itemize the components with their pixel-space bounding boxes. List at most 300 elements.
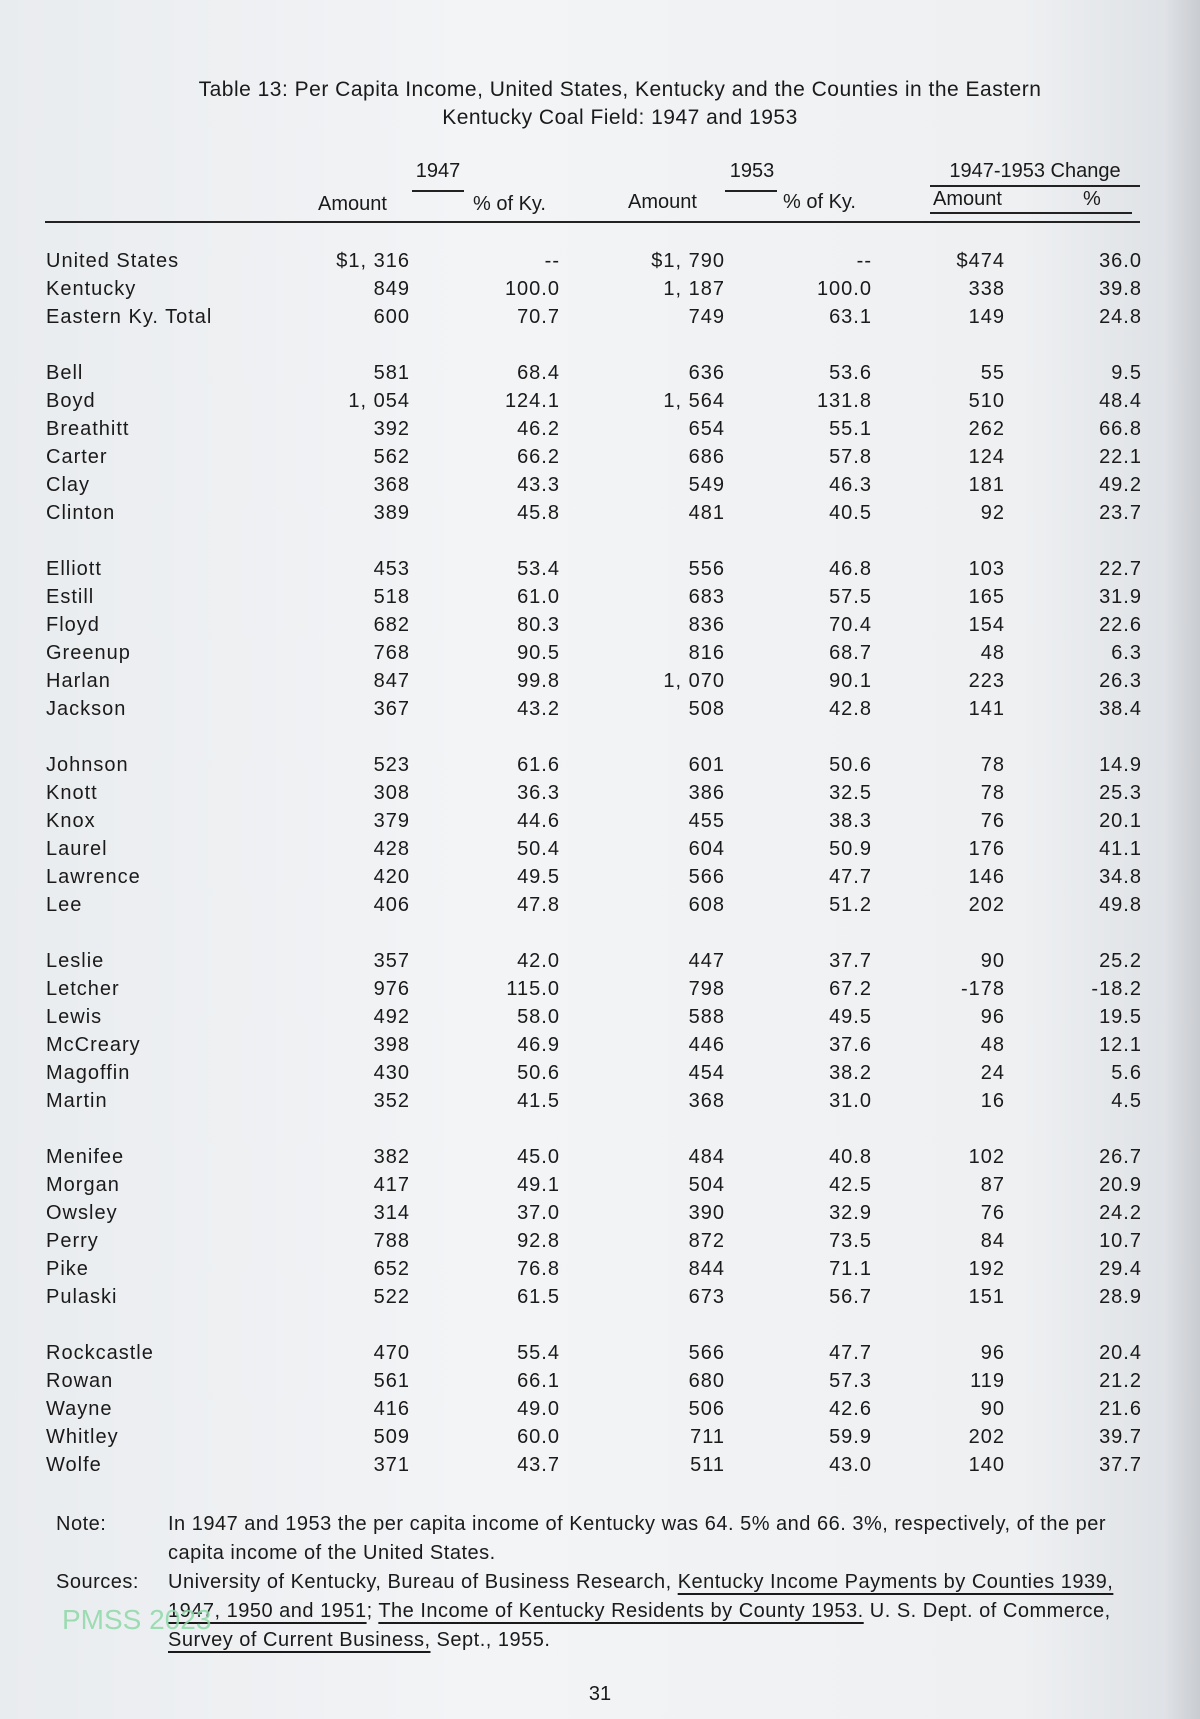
pct-ky-1947: 76.8 [517, 1258, 560, 1280]
sources-label: Sources: [56, 1571, 139, 1593]
pct-ky-1953: 63.1 [829, 306, 872, 328]
pct-ky-1953: 31.0 [829, 1090, 872, 1112]
pct-change: 25.2 [1099, 950, 1142, 972]
amount-1947: 368 [373, 474, 410, 496]
amount-change: 84 [980, 1230, 1005, 1252]
amount-change: 510 [968, 390, 1005, 412]
pct-ky-1947: 61.0 [517, 586, 560, 608]
amount-1947: $1, 316 [336, 250, 410, 272]
pct-ky-1953: 59.9 [829, 1426, 872, 1448]
pct-ky-1953: 37.7 [829, 950, 872, 972]
table-row [0, 810, 1200, 838]
amount-change: $474 [956, 250, 1005, 272]
area-name: Lee [46, 894, 83, 916]
pct-ky-1953: 57.3 [829, 1370, 872, 1392]
header-year-1953: 1953 [729, 160, 775, 182]
area-name: Laurel [46, 838, 108, 860]
amount-1947: 849 [373, 278, 410, 300]
amount-change: 90 [980, 950, 1005, 972]
pct-ky-1947: -- [544, 250, 560, 272]
pct-ky-1947: 49.0 [517, 1398, 560, 1420]
source-title-2: The Income of Kentucky Residents by County 1953. [378, 1600, 864, 1622]
pct-change: 41.1 [1099, 838, 1142, 860]
amount-1953: 556 [688, 558, 725, 580]
pct-change: 39.7 [1099, 1426, 1142, 1448]
amount-change: 146 [968, 866, 1005, 888]
table-row [0, 1230, 1200, 1258]
pct-ky-1947: 37.0 [517, 1202, 560, 1224]
amount-change: 103 [968, 558, 1005, 580]
area-name: Rowan [46, 1370, 114, 1392]
note-text: In 1947 and 1953 the per capita income of Kentucky was 64. 5% and 66. 3%, respectively, of the per capita income of the United States. [168, 1513, 1107, 1564]
pct-ky-1947: 45.8 [517, 502, 560, 524]
table-row [0, 838, 1200, 866]
area-name: Lewis [46, 1006, 103, 1028]
amount-1953: 481 [688, 502, 725, 524]
pct-ky-1947: 124.1 [504, 390, 560, 412]
amount-change: 154 [968, 614, 1005, 636]
table-row [0, 306, 1200, 334]
table-row [0, 614, 1200, 642]
pct-change: 12.1 [1099, 1034, 1142, 1056]
amount-change: 76 [980, 1202, 1005, 1224]
amount-change: 223 [968, 670, 1005, 692]
underline-1947 [412, 190, 464, 192]
amount-1953: 1, 564 [663, 390, 725, 412]
amount-1953: 654 [688, 418, 725, 440]
area-name: Estill [46, 586, 95, 608]
amount-1953: 844 [688, 1258, 725, 1280]
pct-ky-1947: 66.1 [517, 1370, 560, 1392]
table-row [0, 1370, 1200, 1398]
area-name: Pike [46, 1258, 89, 1280]
area-name: Morgan [46, 1174, 120, 1196]
pct-ky-1947: 66.2 [517, 446, 560, 468]
pct-ky-1953: 131.8 [816, 390, 872, 412]
amount-1953: 680 [688, 1370, 725, 1392]
amount-1953: 390 [688, 1202, 725, 1224]
pct-ky-1953: 50.9 [829, 838, 872, 860]
amount-1953: 608 [688, 894, 725, 916]
amount-1953: 798 [688, 978, 725, 1000]
pct-ky-1947: 61.5 [517, 1286, 560, 1308]
pct-ky-1947: 92.8 [517, 1230, 560, 1252]
row-group [0, 1342, 1200, 1482]
underline-1953 [725, 190, 777, 192]
amount-1953: 636 [688, 362, 725, 384]
amount-1953: 447 [688, 950, 725, 972]
amount-1947: 367 [373, 698, 410, 720]
pct-change: 4.5 [1111, 1090, 1142, 1112]
table-row [0, 642, 1200, 670]
col-pct-ky-1947: % of Ky. [473, 193, 546, 215]
amount-change: 262 [968, 418, 1005, 440]
amount-1947: 682 [373, 614, 410, 636]
amount-1947: 357 [373, 950, 410, 972]
amount-1947: 562 [373, 446, 410, 468]
amount-1953: 504 [688, 1174, 725, 1196]
notes [56, 1510, 1116, 1655]
table-row [0, 1426, 1200, 1454]
table-row [0, 670, 1200, 698]
amount-change: 16 [980, 1090, 1005, 1112]
pct-ky-1947: 42.0 [517, 950, 560, 972]
amount-change: 151 [968, 1286, 1005, 1308]
area-name: Floyd [46, 614, 100, 636]
pct-ky-1953: 70.4 [829, 614, 872, 636]
source-title-1: Kentucky Income Payments by Counties 1939, 1947, 1950 and 1951 [168, 1571, 1114, 1622]
pct-ky-1953: -- [856, 250, 872, 272]
table-row [0, 558, 1200, 586]
amount-1953: 566 [688, 866, 725, 888]
pct-change: 26.3 [1099, 670, 1142, 692]
pct-change: 38.4 [1099, 698, 1142, 720]
table-row [0, 866, 1200, 894]
amount-1947: 509 [373, 1426, 410, 1448]
amount-1947: 453 [373, 558, 410, 580]
col-amount-change: Amount [933, 188, 1002, 210]
pct-ky-1953: 71.1 [829, 1258, 872, 1280]
pct-ky-1947: 115.0 [506, 978, 560, 1000]
pct-ky-1953: 42.6 [829, 1398, 872, 1420]
pct-change: 19.5 [1099, 1006, 1142, 1028]
table-row [0, 1090, 1200, 1118]
amount-1953: 455 [688, 810, 725, 832]
col-amount-1953: Amount [628, 191, 697, 213]
amount-change: 87 [980, 1174, 1005, 1196]
amount-change: 165 [968, 586, 1005, 608]
row-group [0, 250, 1200, 334]
pct-ky-1947: 43.3 [517, 474, 560, 496]
sources-text [168, 1568, 1116, 1655]
table-row [0, 978, 1200, 1006]
pct-ky-1953: 56.7 [829, 1286, 872, 1308]
pct-ky-1947: 100.0 [504, 278, 560, 300]
pct-ky-1947: 49.1 [517, 1174, 560, 1196]
amount-change: 96 [980, 1342, 1005, 1364]
pct-change: 49.8 [1099, 894, 1142, 916]
pct-ky-1953: 49.5 [829, 1006, 872, 1028]
table-row [0, 390, 1200, 418]
source-title-3: Survey of Current Business, [168, 1629, 431, 1651]
amount-1953: 386 [688, 782, 725, 804]
table-row [0, 1286, 1200, 1314]
area-name: Wayne [46, 1398, 113, 1420]
area-name: Boyd [46, 390, 96, 412]
amount-change: -178 [960, 978, 1005, 1000]
area-name: Knott [46, 782, 98, 804]
pct-ky-1947: 68.4 [517, 362, 560, 384]
amount-1953: 816 [688, 642, 725, 664]
area-name: Johnson [46, 754, 129, 776]
amount-change: 124 [968, 446, 1005, 468]
table-row [0, 1146, 1200, 1174]
pct-change: 23.7 [1099, 502, 1142, 524]
amount-1953: 566 [688, 1342, 725, 1364]
pct-change: -18.2 [1091, 978, 1142, 1000]
pct-ky-1953: 47.7 [829, 866, 872, 888]
area-name: Magoffin [46, 1062, 131, 1084]
title-line-2: Kentucky Coal Field: 1947 and 1953 [442, 106, 798, 129]
amount-change: 55 [980, 362, 1005, 384]
amount-change: 149 [968, 306, 1005, 328]
amount-1947: 314 [373, 1202, 410, 1224]
pct-ky-1953: 57.5 [829, 586, 872, 608]
pct-ky-1953: 46.3 [829, 474, 872, 496]
area-name: Perry [46, 1230, 99, 1252]
table-row [0, 782, 1200, 810]
amount-1947: 600 [373, 306, 410, 328]
source-sep: ; [366, 1600, 379, 1622]
area-name: Carter [46, 446, 108, 468]
amount-1947: 768 [373, 642, 410, 664]
pct-change: 39.8 [1099, 278, 1142, 300]
pct-ky-1953: 68.7 [829, 642, 872, 664]
amount-1947: 522 [373, 1286, 410, 1308]
area-name: Wolfe [46, 1454, 102, 1476]
page-number: 31 [588, 1683, 612, 1705]
pct-ky-1953: 38.2 [829, 1062, 872, 1084]
area-name: Kentucky [46, 278, 137, 300]
pct-change: 24.2 [1099, 1202, 1142, 1224]
table-row [0, 362, 1200, 390]
amount-1947: 417 [373, 1174, 410, 1196]
amount-change: 48 [980, 1034, 1005, 1056]
amount-change: 48 [980, 642, 1005, 664]
amount-1953: $1, 790 [651, 250, 725, 272]
amount-1947: 308 [373, 782, 410, 804]
amount-change: 202 [968, 1426, 1005, 1448]
table-title [0, 76, 1200, 132]
pct-ky-1947: 50.4 [517, 838, 560, 860]
amount-1953: 506 [688, 1398, 725, 1420]
area-name: Letcher [46, 978, 120, 1000]
pct-ky-1953: 38.3 [829, 810, 872, 832]
amount-1947: 392 [373, 418, 410, 440]
amount-1947: 352 [373, 1090, 410, 1112]
amount-1953: 604 [688, 838, 725, 860]
amount-1953: 749 [688, 306, 725, 328]
header-change: 1947-1953 Change [949, 160, 1121, 182]
pct-change: 22.6 [1099, 614, 1142, 636]
source-1: University of Kentucky, Bureau of Business Research, [168, 1571, 678, 1593]
pct-change: 66.8 [1099, 418, 1142, 440]
amount-1947: 1, 054 [348, 390, 410, 412]
table-row [0, 1202, 1200, 1230]
pct-change: 20.1 [1099, 810, 1142, 832]
table-row [0, 1006, 1200, 1034]
amount-1947: 518 [373, 586, 410, 608]
pct-change: 20.4 [1099, 1342, 1142, 1364]
pct-ky-1953: 40.8 [829, 1146, 872, 1168]
area-name: Knox [46, 810, 96, 832]
pct-change: 36.0 [1099, 250, 1142, 272]
amount-1953: 588 [688, 1006, 725, 1028]
amount-1953: 683 [688, 586, 725, 608]
amount-1947: 371 [373, 1454, 410, 1476]
header-year-1947: 1947 [415, 160, 461, 182]
pct-change: 48.4 [1099, 390, 1142, 412]
area-name: Clinton [46, 502, 116, 524]
pct-ky-1953: 47.7 [829, 1342, 872, 1364]
pct-ky-1947: 44.6 [517, 810, 560, 832]
amount-1953: 446 [688, 1034, 725, 1056]
area-name: Rockcastle [46, 1342, 154, 1364]
area-name: Greenup [46, 642, 131, 664]
area-name: Clay [46, 474, 91, 496]
table-row [0, 1062, 1200, 1090]
amount-1953: 872 [688, 1230, 725, 1252]
amount-1953: 836 [688, 614, 725, 636]
amount-1953: 686 [688, 446, 725, 468]
pct-ky-1947: 46.9 [517, 1034, 560, 1056]
area-name: Harlan [46, 670, 111, 692]
pct-ky-1947: 47.8 [517, 894, 560, 916]
underline-change [930, 185, 1140, 187]
amount-1953: 508 [688, 698, 725, 720]
amount-1947: 976 [373, 978, 410, 1000]
pct-ky-1947: 43.2 [517, 698, 560, 720]
area-name: Bell [46, 362, 84, 384]
amount-1947: 382 [373, 1146, 410, 1168]
pct-ky-1947: 99.8 [517, 670, 560, 692]
table-row [0, 1454, 1200, 1482]
amount-1953: 484 [688, 1146, 725, 1168]
amount-1953: 673 [688, 1286, 725, 1308]
pct-ky-1953: 53.6 [829, 362, 872, 384]
amount-1947: 379 [373, 810, 410, 832]
amount-change: 76 [980, 810, 1005, 832]
amount-1953: 454 [688, 1062, 725, 1084]
pct-change: 22.1 [1099, 446, 1142, 468]
amount-change: 181 [968, 474, 1005, 496]
table-row [0, 1258, 1200, 1286]
pct-ky-1953: 57.8 [829, 446, 872, 468]
pct-ky-1947: 90.5 [517, 642, 560, 664]
table-row [0, 894, 1200, 922]
area-name: Pulaski [46, 1286, 118, 1308]
table-row [0, 1174, 1200, 1202]
pct-change: 26.7 [1099, 1146, 1142, 1168]
amount-change: 90 [980, 1398, 1005, 1420]
pct-ky-1953: 90.1 [829, 670, 872, 692]
area-name: Leslie [46, 950, 105, 972]
table-row [0, 950, 1200, 978]
pct-ky-1953: 73.5 [829, 1230, 872, 1252]
amount-1953: 549 [688, 474, 725, 496]
amount-change: 141 [968, 698, 1005, 720]
pct-ky-1953: 32.5 [829, 782, 872, 804]
pct-ky-1953: 40.5 [829, 502, 872, 524]
table-row [0, 502, 1200, 530]
table-row [0, 278, 1200, 306]
pct-change: 24.8 [1099, 306, 1142, 328]
pct-ky-1947: 49.5 [517, 866, 560, 888]
pct-ky-1953: 46.8 [829, 558, 872, 580]
pct-ky-1947: 55.4 [517, 1342, 560, 1364]
title-line-1: Table 13: Per Capita Income, United States, Kentucky and the Counties in the Eastern [198, 78, 1042, 101]
row-group [0, 950, 1200, 1118]
table-row [0, 1398, 1200, 1426]
amount-1947: 389 [373, 502, 410, 524]
amount-change: 92 [980, 502, 1005, 524]
amount-change: 102 [968, 1146, 1005, 1168]
pct-ky-1953: 50.6 [829, 754, 872, 776]
pct-ky-1953: 32.9 [829, 1202, 872, 1224]
amount-1947: 523 [373, 754, 410, 776]
row-group [0, 558, 1200, 726]
row-group [0, 754, 1200, 922]
pct-ky-1953: 67.2 [829, 978, 872, 1000]
area-name: McCreary [46, 1034, 141, 1056]
pct-ky-1947: 80.3 [517, 614, 560, 636]
area-name: Menifee [46, 1146, 125, 1168]
pct-ky-1953: 51.2 [829, 894, 872, 916]
table-row [0, 698, 1200, 726]
amount-1947: 416 [373, 1398, 410, 1420]
area-name: Eastern Ky. Total [46, 306, 213, 328]
pct-change: 9.5 [1111, 362, 1142, 384]
pct-change: 34.8 [1099, 866, 1142, 888]
note-label: Note: [56, 1513, 107, 1535]
row-group [0, 362, 1200, 530]
area-name: Lawrence [46, 866, 141, 888]
col-pct-ky-1953: % of Ky. [783, 191, 856, 213]
amount-change: 96 [980, 1006, 1005, 1028]
pct-ky-1947: 36.3 [517, 782, 560, 804]
pct-change: 5.6 [1111, 1062, 1142, 1084]
amount-1947: 430 [373, 1062, 410, 1084]
area-name: Elliott [46, 558, 102, 580]
amount-change: 78 [980, 782, 1005, 804]
row-group [0, 1146, 1200, 1314]
amount-change: 192 [968, 1258, 1005, 1280]
pct-ky-1947: 41.5 [517, 1090, 560, 1112]
pct-ky-1947: 43.7 [517, 1454, 560, 1476]
amount-change: 119 [970, 1370, 1005, 1392]
table-row [0, 418, 1200, 446]
amount-change: 176 [968, 838, 1005, 860]
pct-change: 14.9 [1099, 754, 1142, 776]
table-row [0, 754, 1200, 782]
table-row [0, 1342, 1200, 1370]
pct-change: 10.7 [1099, 1230, 1142, 1252]
pct-change: 31.9 [1099, 586, 1142, 608]
area-name: Whitley [46, 1426, 119, 1448]
area-name: United States [46, 250, 180, 272]
amount-1953: 1, 070 [663, 670, 725, 692]
table-row [0, 250, 1200, 278]
area-name: Owsley [46, 1202, 118, 1224]
underline-change-cols [930, 212, 1132, 214]
col-amount-1947: Amount [318, 193, 387, 215]
amount-1953: 601 [688, 754, 725, 776]
amount-1947: 420 [373, 866, 410, 888]
amount-1947: 398 [373, 1034, 410, 1056]
pct-ky-1947: 70.7 [517, 306, 560, 328]
pct-change: 25.3 [1099, 782, 1142, 804]
pct-ky-1953: 55.1 [829, 418, 872, 440]
pct-change: 22.7 [1099, 558, 1142, 580]
amount-1947: 492 [373, 1006, 410, 1028]
amount-change: 78 [980, 754, 1005, 776]
pct-ky-1947: 53.4 [517, 558, 560, 580]
pct-change: 20.9 [1099, 1174, 1142, 1196]
pct-ky-1947: 61.6 [517, 754, 560, 776]
amount-change: 24 [980, 1062, 1005, 1084]
amount-1947: 581 [373, 362, 410, 384]
watermark: PMSS 2023 [62, 1604, 212, 1635]
